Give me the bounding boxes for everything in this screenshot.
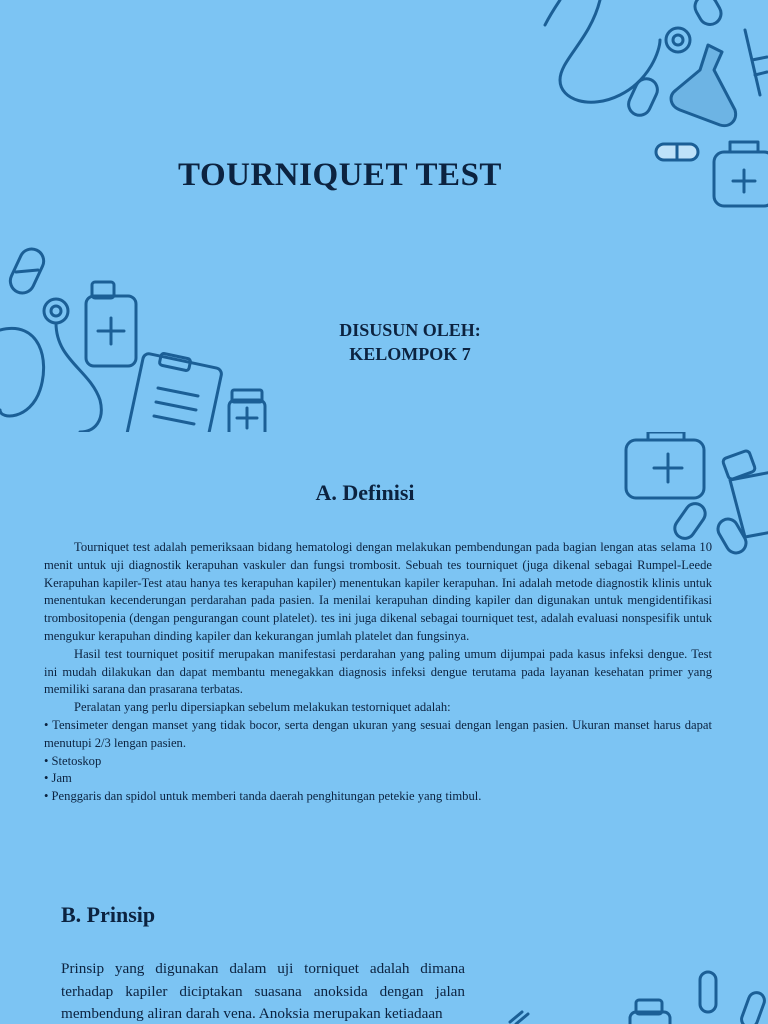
prinsip-paragraph: Prinsip yang digunakan dalam uji torniquet adalah dimana terhadap kapiler diciptakan suasana anoksida dengan jalan membendung aliran darah vena. Anoksia merupakan ketiadaan [61,960,465,1022]
slide-title: TOURNIQUET TEST [178,157,502,193]
section-heading-definisi: A. Definisi [315,480,415,505]
pill-icon [700,972,767,1024]
prinsip-body [61,958,465,1024]
clipboard-icon [126,353,223,432]
list-item: • Stetoskop [44,753,102,768]
definisi-body [44,539,712,806]
stethoscope-icon [545,0,690,102]
paragraph: Peralatan yang perlu dipersiapkan sebelum melakukan testorniquet adalah: [74,700,451,715]
medicine-bottle-icon [86,282,136,366]
stethoscope-icon [0,299,101,432]
pill-icon [6,245,47,297]
list-item: • Tensimeter dengan manset yang tidak bocor, serta dengan ukuran yang sesuai dengan lengan pasien. Ukuran manset harus dapat menutupi 2/3 lengan pasien. [44,717,712,750]
medicine-jar-icon [229,390,265,432]
syringe-icon [510,1012,528,1024]
first-aid-kit-icon [714,142,768,206]
pill-icon [691,0,725,28]
content-slide [0,432,768,1024]
list-item: • Jam [44,771,72,786]
capsule-icon [625,75,661,119]
section-heading-prinsip: B. Prinsip [61,902,156,927]
title-slide [0,0,768,432]
medicine-bottle-icon [630,1000,670,1024]
syringe-icon [745,30,767,95]
medical-decorations-top [0,0,768,432]
author-block [320,318,500,366]
list-item: • Penggaris dan spidol untuk memberi tanda daerah penghitungan petekie yang timbul. [44,789,482,804]
group-name: KELOMPOK 7 [349,344,471,364]
author-label: DISUSUN OLEH: [339,320,481,340]
paragraph: Tourniquet test adalah pemeriksaan bidang hematologi dengan melakukan pembendungan pada bagian lengan atas selama 10 menit untuk uji diagnostik kerapuhan vaskuler dan fungsi trombosit. Sebuah tes tourniquet (juga dikenal sebagai Rumpel-Leede Kerapuhan kapiler-Test atau hanya tes kerapuhan kapiler) menentukan kapiler kerapuhan. Ini adalah metode diagnostik klinis untuk menentukan kecenderungan perdarahan pada pasien. Ia menilai kerapuhan dinding kapiler dan digunakan untuk mengidentifikasi trombositopenia (dengan pengurangan count platelet). tes ini juga dikenal sebagai tourniquet test, adalah evaluasi nonspesifik untuk mengukur kerapuhan dinding kapiler dan kekurangan jumlah platelet dan fungsinya. [44,540,712,643]
paragraph: Hasil test tourniquet positif merupakan manifestasi perdarahan yang paling umum dijumpai pada kasus infeksi dengue. Test ini mudah dilakukan dan dapat membantu menegakkan diagnosis infeksi dengue terutama pada layanan kesehatan primer yang memiliki sarana dan prasarana terbatas. [44,646,712,697]
flask-icon [671,45,736,126]
